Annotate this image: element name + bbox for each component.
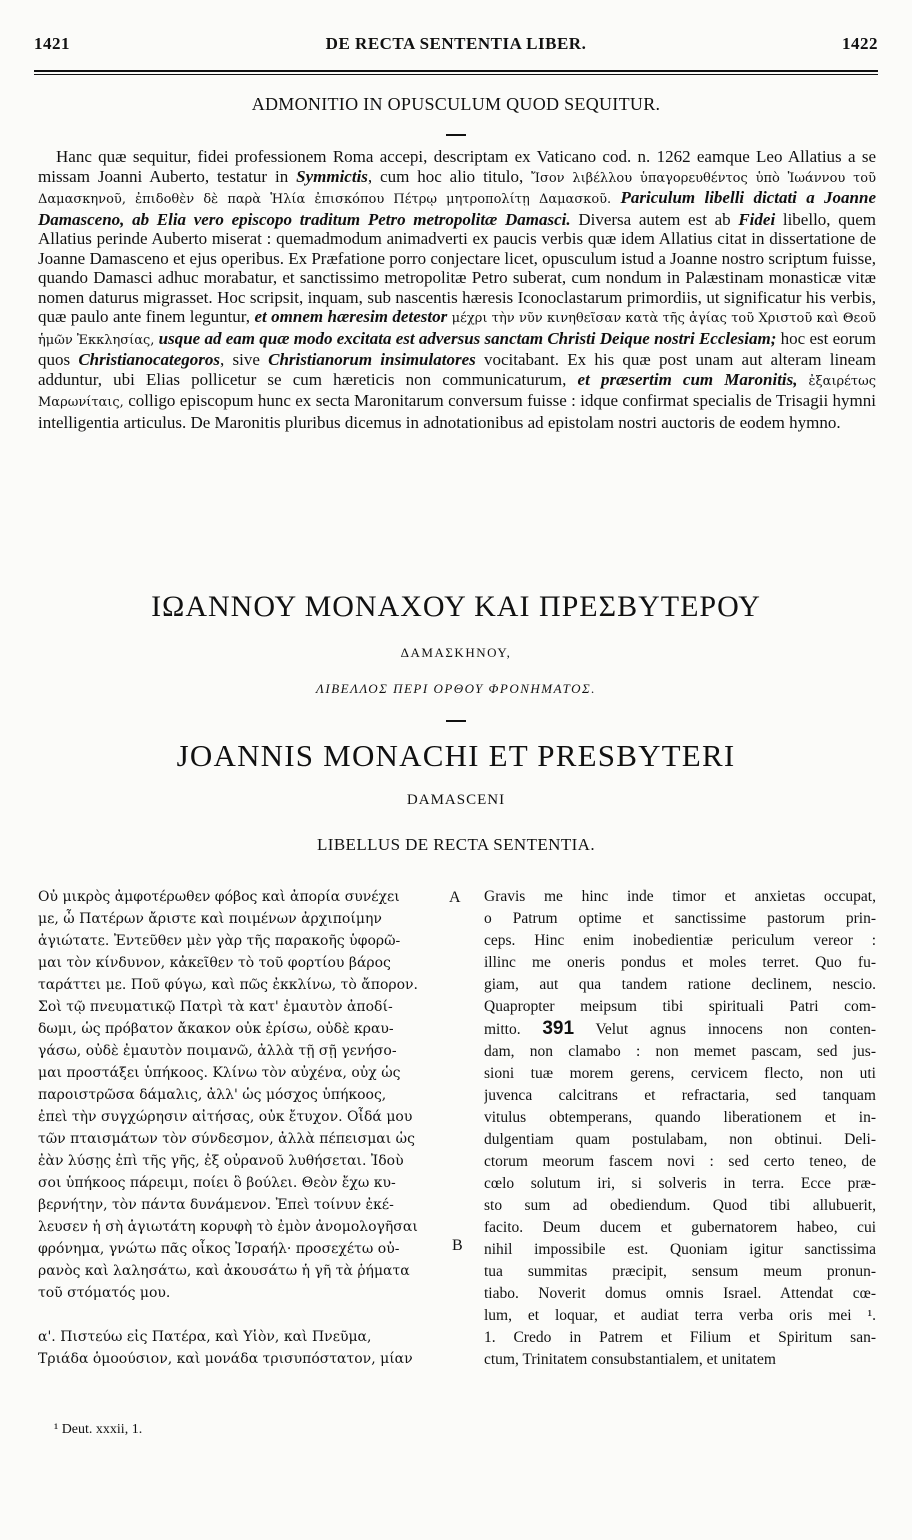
text-line: παροιστρῶσα δάμαλις, ἀλλ' ὡς μόσχος ὑπήκοος, bbox=[38, 1087, 387, 1103]
text-line: mitto. 391 Velut agnus innocens non conten- bbox=[484, 1018, 876, 1039]
margin-letter-a: A bbox=[449, 889, 461, 906]
text-line: Τριάδα ὁμοούσιον, καὶ μονάδα τρισυπόστατον, μίαν bbox=[38, 1351, 413, 1367]
text-line: dulgentiam quam postulabam, non obtinui. Deli- bbox=[484, 1131, 876, 1148]
text-line: ctorum meorum fascem novi : sed certo teneo, de bbox=[484, 1153, 876, 1170]
text-line: lum, et loquar, et audiat terra verba oris mei ¹. bbox=[484, 1307, 876, 1324]
margin-letter-b: B bbox=[452, 1237, 463, 1254]
text-line: illinc me oneris pondus et moles terret. Quo fu- bbox=[484, 954, 876, 971]
text-line: facito. Deum ducem et gubernatorem habeo, cui bbox=[484, 1219, 876, 1236]
text-line: 1. Credo in Patrem et Filium et Spiritum san- bbox=[484, 1329, 876, 1346]
admonition-paragraph: Hanc quæ sequitur, fidei professionem Roma accepi, descriptam ex Vaticano cod. n. 1262 eamque Leo Allatius a se missam Joanni Auberto, testatur in Symmictis, cum hoc alio titulo, Ἴσον λιβέλλου ὑπαγορευθέντος ὑπὸ Ἰωάννου τοῦ Δαμασκηνοῦ, ἐπιδοθὲν δὲ παρὰ Ἡλία ἐπισκόπου Πέτρῳ μητροπολίτῃ Δαμασκοῦ. Pariculum libelli dictati a Joanne Damasceno, ab Elia vero episcopo traditum Petro metropolitæ Damasci. Diversa autem est ab Fidei libello, quem Allatius perinde Auberto miserat : quemadmodum animadverti ex paucis verbis quæ idem Allatius citat in dissertatione de Joanne Damasceno et ejus operibus. Ex Præfatione porro conjectare licet, opusculum istud a Joanne nostro scriptum fuisse, quando Damasci adhuc morabatur, et sanctissimo metropolitæ Petro suberat, cum nondum in Palæstinam monasticæ vitæ nomen daturus migrasset. Hoc scripsit, inquam, sub nascentis hæresis Iconoclastarum primordiis, ut significatur his verbis, quæ paulo ante finem leguntur, et omnem hæresim detestor μέχρι τὴν νῦν κινηθεῖσαν κατὰ τῆς ἁγίας τοῦ Χριστοῦ καὶ Θεοῦ ἡμῶν Ἐκκλησίας, usque ad eam quæ modo excitata est adversus sanctam Christi Deique nostri Ecclesiam; hoc est eorum quos Christianocategoros, sive Christianorum insimulatores vocitabant. Ex his quæ post unam aut alteram lineam adduntur, ubi Elias pollicetur se cum hæreticis non communicaturum, et præsertim cum Maronitis, ἐξαιρέτως Μαρωνίταις, colligo episcopum hunc ex secta Maronitarum conversum fuisse : idque confirmat specialis de Trisagii hymni intelligentia articulus. De Maronitis pluribus dicemus in adnotationibus ad epistolam nostri auctoris de eodem hymno. bbox=[38, 147, 877, 432]
text-line bbox=[38, 1304, 440, 1326]
text-line: μαι τὸν κίνδυνον, κἀκεῖθεν τὸ τοῦ φορτίου βάρος bbox=[38, 955, 391, 971]
text-line: ἁγιώτατε. Ἐντεῦθεν μὲν γὰρ τῆς παρακοῆς ὑφορῶ- bbox=[38, 933, 401, 949]
text-line: ρανὸς καὶ λαλησάτω, καὶ ἀκουσάτω ἡ γῆ τὰ ῥήματα bbox=[38, 1263, 410, 1279]
latin-subtitle-2: LIBELLUS DE RECTA SENTENTIA. bbox=[316, 835, 596, 854]
text-line: Σοὶ τῷ πνευματικῷ Πατρὶ τὰ κατ' ἐμαυτὸν ἀποδί- bbox=[38, 999, 393, 1015]
text-line: Οὐ μικρὸς ἀμφοτέρωθεν φόβος καὶ ἀπορία συνέχει bbox=[38, 889, 400, 905]
admonition-title: ADMONITIO IN OPUSCULUM QUOD SEQUITUR. bbox=[251, 94, 661, 114]
footnote: ¹ Deut. xxxii, 1. bbox=[54, 1422, 143, 1437]
latin-column bbox=[484, 886, 876, 1371]
divider-dash bbox=[446, 134, 466, 136]
greek-title: ΙΩΑΝΝΟΥ ΜΟΝΑΧΟΥ ΚΑΙ ΠΡΕΣΒΥΤΕΡΟΥ bbox=[151, 590, 761, 623]
column-number: 391 bbox=[542, 1018, 575, 1039]
text-line: ἐπεὶ τὴν συγχώρησιν αἰτήσας, οὐκ ἔτυχον. Οἶδά μου bbox=[38, 1109, 413, 1125]
latin-title: JOANNIS MONACHI ET PRESBYTERI bbox=[176, 738, 736, 773]
running-title: DE RECTA SENTENTIA LIBER. bbox=[325, 34, 587, 53]
text-line: sto sum ad obediendum. Quod tibi allubuerit, bbox=[484, 1197, 876, 1214]
text-line: dam, non clamabo : non memet pascam, sed jus- bbox=[484, 1043, 876, 1060]
text-line: o Patrum optime et sanctissime pastorum prin- bbox=[484, 910, 876, 927]
greek-column bbox=[38, 886, 440, 1370]
header-rule-thin bbox=[34, 74, 878, 75]
text-line: τῶν πταισμάτων τὸν σύνδεσμον, ἀλλὰ πέπεισμαι ὡς bbox=[38, 1131, 415, 1147]
text-line: nihil impossibile est. Quoniam igitur sanctissima bbox=[484, 1241, 876, 1258]
admonition-text bbox=[38, 147, 876, 432]
text-line: γάσω, οὐδὲ ἐμαυτὸν ποιμανῶ, ἀλλὰ τῇ σῇ γενήσο- bbox=[38, 1043, 397, 1059]
text-line: φρόνημα, γνώτω πᾶς οἶκος Ἰσραήλ· προσεχέτω οὐ- bbox=[38, 1241, 400, 1257]
text-line: ἐὰν λύσῃς ἐπὶ τῆς γῆς, ἐξ οὐρανοῦ λυθήσεται. Ἰδοὺ bbox=[38, 1153, 404, 1169]
text-line: λευσεν ἡ σὴ ἁγιωτάτη κορυφὴ τὸ ἐμὸν ἀνομολογῆσαι bbox=[38, 1219, 418, 1235]
text-line: juvenca calcitrans et refractaria, sed tanquam bbox=[484, 1087, 876, 1104]
text-line: sioni tuæ morem gerens, cervicem flecto, non uti bbox=[484, 1065, 876, 1082]
text-line: βερνήτην, τὸν πάντα δυνάμενον. Ἐπεὶ τοίνυν ἐκέ- bbox=[38, 1197, 394, 1213]
text-line: με, ὦ Πατέρων ἄριστε καὶ ποιμένων ἀρχιποίμην bbox=[38, 911, 382, 927]
text-line: cœlo solutum iri, si solveris in terra. Ecce præ- bbox=[484, 1175, 876, 1192]
latin-subtitle: DAMASCENI bbox=[406, 792, 506, 808]
page-number-left: 1421 bbox=[34, 34, 70, 53]
text-line: σοι ὑπήκοος πάρειμι, ποίει ὃ βούλει. Θεὸν ἔχω κυ- bbox=[38, 1175, 396, 1191]
greek-subtitle-2: ΛΙΒΕΛΛΟΣ ΠΕΡΙ ΟΡΘΟΥ ΦΡΟΝΗΜΑΤΟΣ. bbox=[316, 681, 596, 696]
divider-dash bbox=[446, 720, 466, 722]
text-line: Gravis me hinc inde timor et anxietas occupat, bbox=[484, 888, 876, 905]
text-line: tiabo. Noverit domus omnis Israel. Attendat cœ- bbox=[484, 1285, 876, 1302]
text-line: τοῦ στόματός μου. bbox=[38, 1285, 171, 1301]
page-number-right: 1422 bbox=[842, 34, 878, 53]
text-line: Quapropter meipsum tibi spirituali Patri com- bbox=[484, 998, 876, 1015]
text-line: giam, aut qua tandem ratione declinem, nescio. bbox=[484, 976, 876, 993]
text-line: α'. Πιστεύω εἰς Πατέρα, καὶ Υἱὸν, καὶ Πνεῦμα, bbox=[38, 1329, 372, 1345]
greek-subtitle: ΔΑΜΑΣΚΗΝΟΥ, bbox=[400, 645, 512, 660]
running-header bbox=[34, 34, 878, 60]
text-line: tua summitas præcipit, sensum meum pronun- bbox=[484, 1263, 876, 1280]
text-line: vitulus obtemperans, quando liberationem et in- bbox=[484, 1109, 876, 1126]
text-line: δωμι, ὡς πρόβατον ἄκακον οὐκ ἐρίσω, οὐδὲ κραυ- bbox=[38, 1021, 394, 1037]
header-rule bbox=[34, 70, 878, 72]
text-line: ceps. Hinc enim inobedientiæ periculum vereor : bbox=[484, 932, 876, 949]
text-line: ctum, Trinitatem consubstantialem, et unitatem bbox=[484, 1351, 776, 1368]
text-line: μαι προστάξει ὑπήκοος. Κλίνω τὸν αὐχένα, οὐχ ὡς bbox=[38, 1065, 401, 1081]
text-line: ταράττει με. Ποῦ φύγω, καὶ πῶς ἐκκλίνω, τὸ ἄπορον. bbox=[38, 977, 418, 993]
